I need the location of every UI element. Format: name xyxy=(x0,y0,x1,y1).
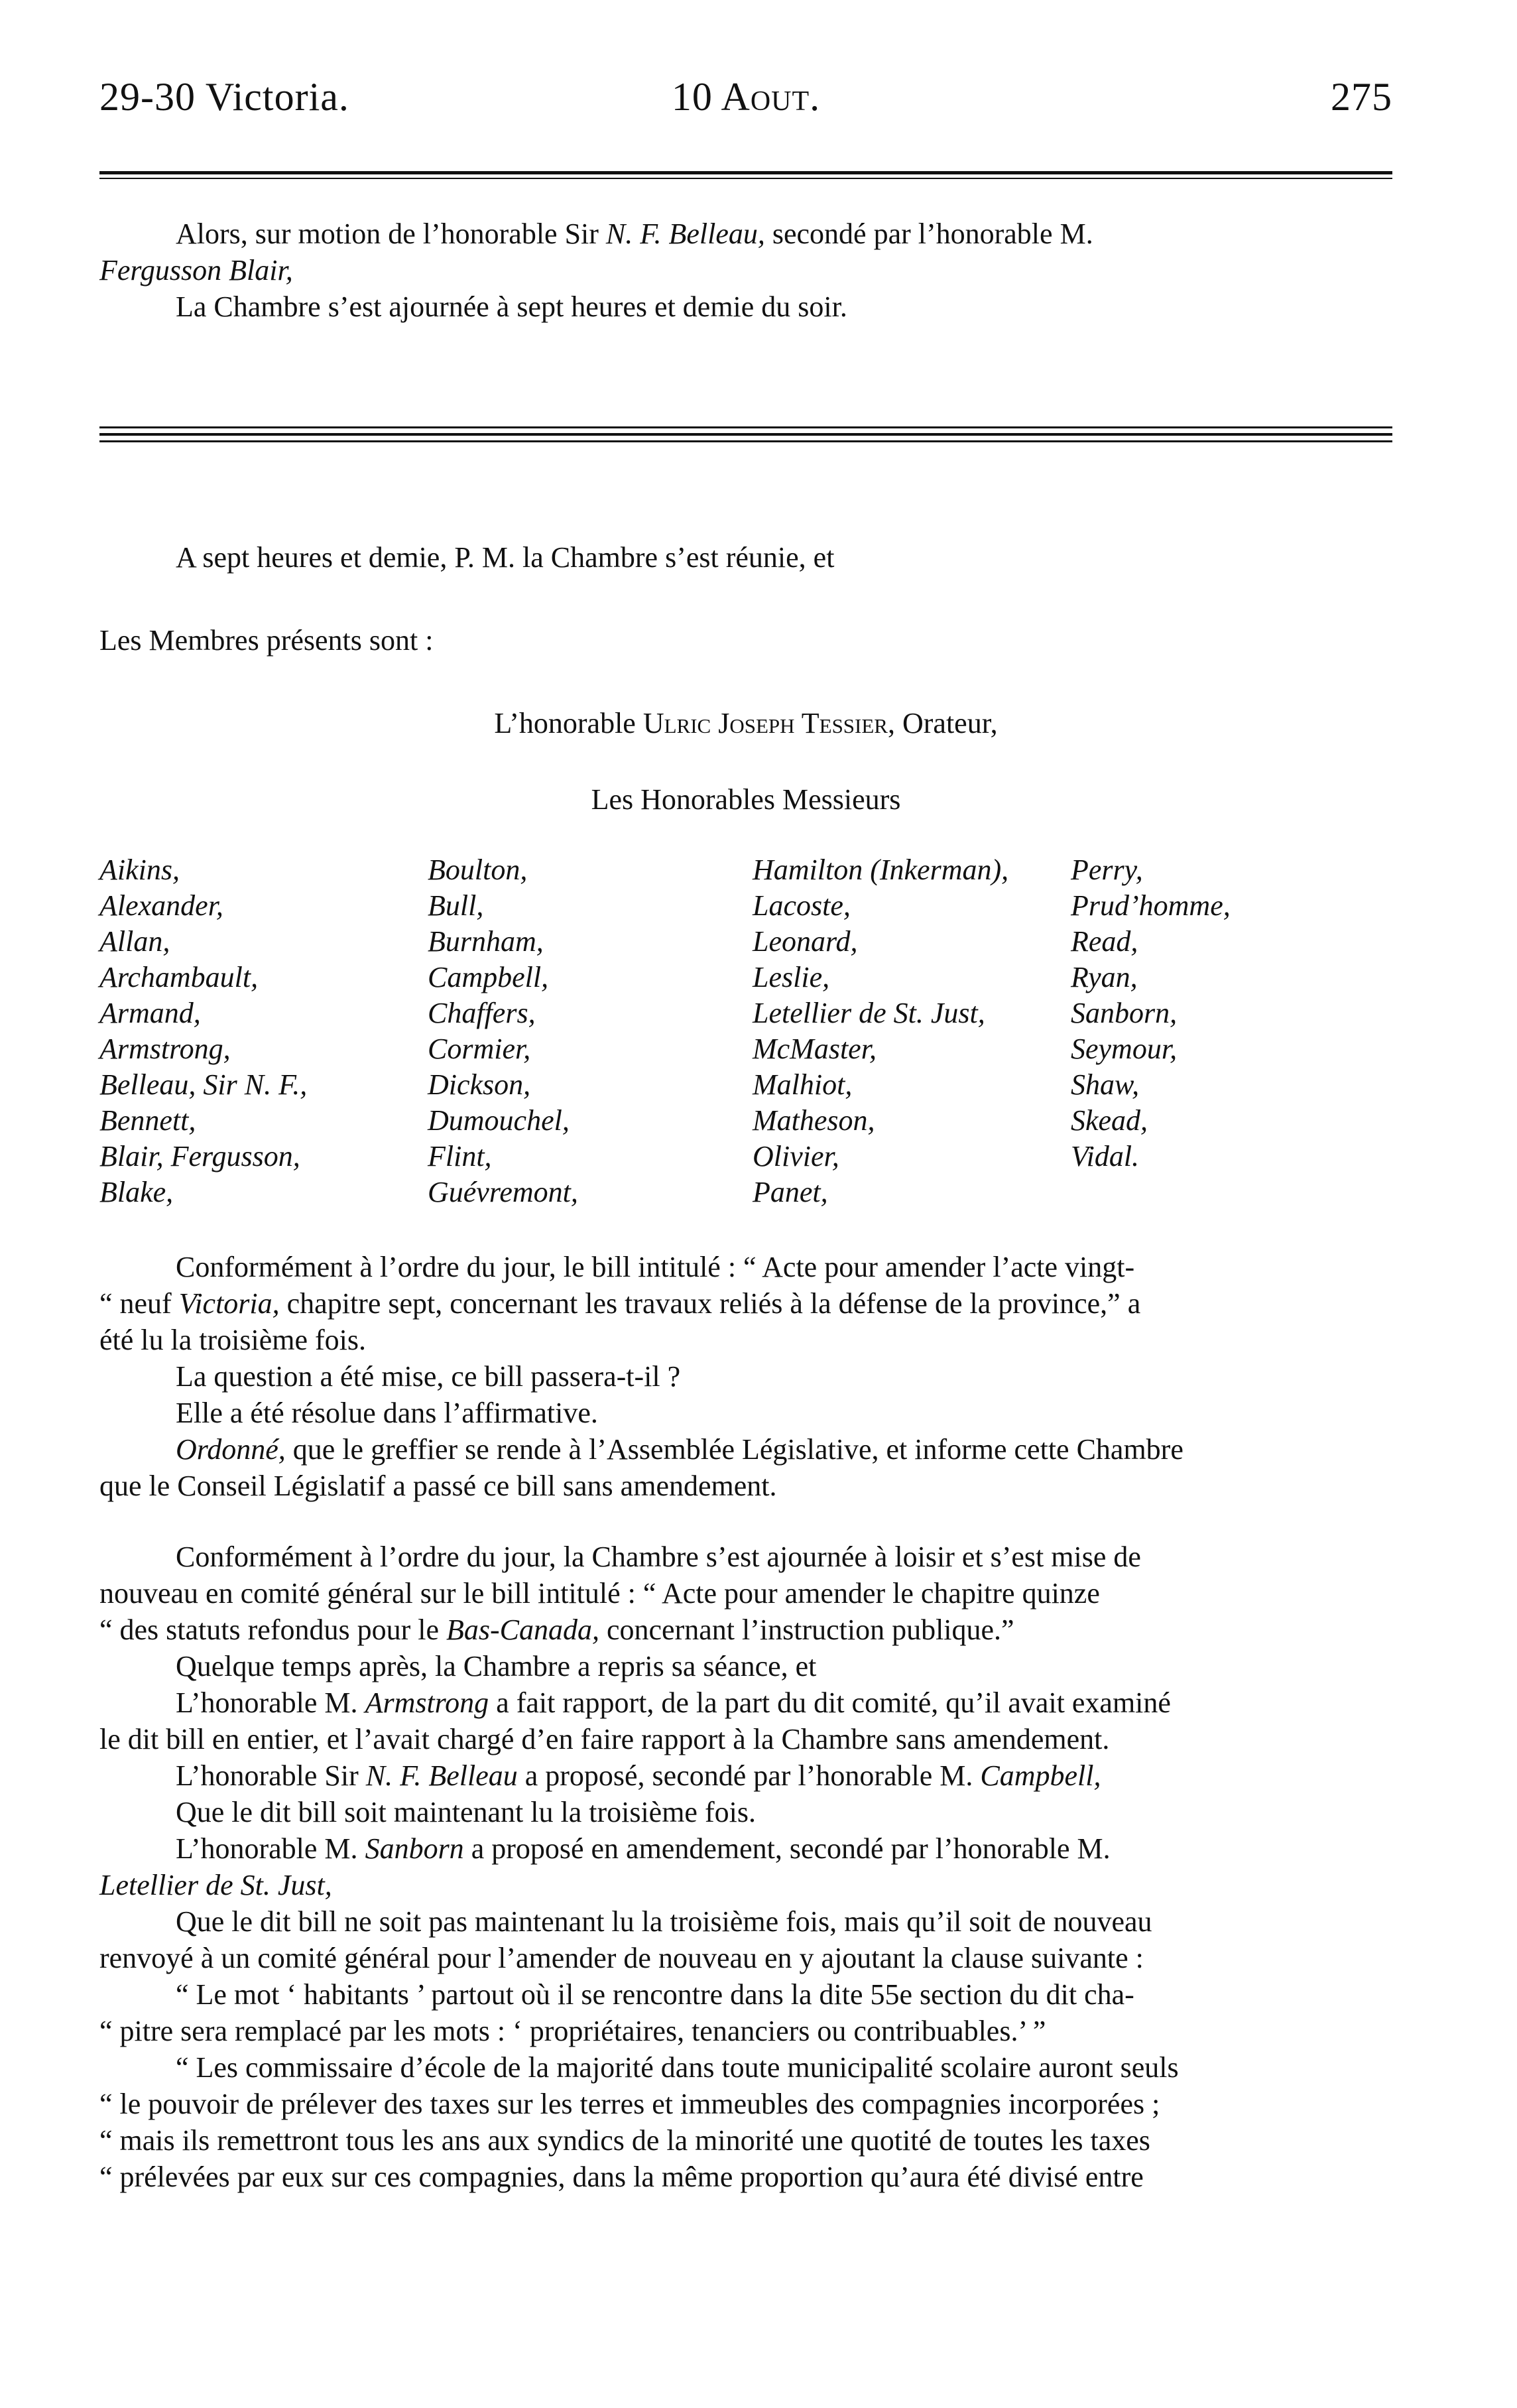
bill2-line: nouveau en comité général sur le bill intitulé : “ Acte pour amender le chapitre quinze xyxy=(99,1577,1100,1610)
member-name: Chaffers, xyxy=(428,997,536,1029)
opening-paragraph xyxy=(99,216,1392,325)
reunion-line xyxy=(99,539,1392,576)
member-name: Armand, xyxy=(99,997,201,1029)
member-name: Letellier de St. Just, xyxy=(753,997,985,1029)
bill2-line: “ Les commissaire d’école de la majorité dans toute municipalité scolaire auront seuls xyxy=(176,2051,1179,2084)
bill2-line: “ Le mot ‘ habitants ’ partout où il se rencontre dans la dite 55e section du dit cha- xyxy=(176,1978,1134,2011)
bill2-line: “ des statuts refondus pour le Bas-Canada, concernant l’instruction publique.” xyxy=(99,1614,1014,1646)
bill2-line: “ prélevées par eux sur ces compagnies, dans la même proportion qu’aura été divisé entre xyxy=(99,2161,1144,2193)
bill2-line: Quelque temps après, la Chambre a repris sa séance, et xyxy=(176,1650,817,1682)
bill2-line: Que le dit bill ne soit pas maintenant lu la troisième fois, mais qu’il soit de nouveau xyxy=(176,1905,1152,1938)
member-name: Dumouchel, xyxy=(428,1104,570,1137)
member-name: Skead, xyxy=(1071,1104,1148,1137)
member-name: Bull, xyxy=(428,889,484,922)
member-name: Panet, xyxy=(753,1176,828,1208)
member-name: Read, xyxy=(1071,925,1138,958)
bill2-line: L’honorable M. Armstrong a fait rapport, de la part du dit comité, qu’il avait examiné xyxy=(176,1686,1171,1719)
member-name: Leonard, xyxy=(753,925,858,958)
member-name: Boulton, xyxy=(428,854,528,886)
bill2-line: “ le pouvoir de prélever des taxes sur les terres et immeubles des compagnies incorporées ; xyxy=(99,2088,1160,2120)
speaker-name: Ulric Joseph Tessier, xyxy=(642,707,895,739)
member-name: Vidal. xyxy=(1071,1140,1140,1172)
member-name: Malhiot, xyxy=(753,1068,853,1101)
bill2-line: L’honorable M. Sanborn a proposé en amendement, secondé par l’honorable M. xyxy=(176,1832,1111,1865)
member-name: Blair, Fergusson, xyxy=(99,1140,300,1172)
member-name: Lacoste, xyxy=(753,889,851,922)
honorables-heading: Les Honorables Messieurs xyxy=(591,783,901,816)
bill-education-paragraph xyxy=(99,1539,1392,2195)
member-name: Perry, xyxy=(1071,854,1143,886)
member-name: Dickson, xyxy=(428,1068,531,1101)
opening-text-a: Alors, sur motion de l’honorable Sir xyxy=(176,218,606,250)
opening-mover: N. F. Belleau, xyxy=(605,218,765,250)
resolution-line: Elle a été résolue dans l’affirmative. xyxy=(176,1397,598,1429)
header-rule xyxy=(99,171,1392,182)
member-name: Aikins, xyxy=(99,854,180,886)
member-name: Flint, xyxy=(428,1140,492,1172)
member-name: Archambault, xyxy=(99,961,259,993)
member-name: Olivier, xyxy=(753,1140,839,1172)
bill-defense-paragraph xyxy=(99,1249,1392,1504)
header-session: 29-30 Victoria. xyxy=(99,75,349,119)
bill2-line: Conformément à l’ordre du jour, la Chambre s’est ajournée à loisir et s’est mise de xyxy=(176,1541,1141,1573)
speaker-line xyxy=(99,705,1392,741)
opening-text-b: secondé par l’honorable M. xyxy=(764,218,1093,250)
reunion-text: A sept heures et demie, P. M. la Chambre s’est réunie, et xyxy=(176,541,835,574)
opening-seconder: Fergusson Blair, xyxy=(99,254,293,286)
bill2-line: Letellier de St. Just, xyxy=(99,1869,332,1901)
order-line: Ordonné, que le greffier se rende à l’Assemblée Législative, et informe cette Chambre xyxy=(176,1433,1183,1466)
bill1-line: été lu la troisième fois. xyxy=(99,1324,366,1356)
member-name: Guévremont, xyxy=(428,1176,578,1208)
section-divider xyxy=(99,426,1392,444)
bill1-line: “ neuf Victoria, chapitre sept, concernant les travaux reliés à la défense de la province,” a xyxy=(99,1287,1141,1320)
bill1-line: Conformément à l’ordre du jour, le bill intitulé : “ Acte pour amender l’acte vingt- xyxy=(176,1251,1135,1283)
page-number: 275 xyxy=(1331,75,1392,119)
member-name: Campbell, xyxy=(428,961,549,993)
present-line xyxy=(99,622,1392,659)
member-name: Alexander, xyxy=(99,889,223,922)
bill2-line: “ pitre sera remplacé par les mots : ‘ propriétaires, tenanciers ou contribuables.’ ” xyxy=(99,2015,1046,2047)
bill2-line: L’honorable Sir N. F. Belleau a proposé, secondé par l’honorable M. Campbell, xyxy=(176,1759,1101,1792)
bill2-line: renvoyé à un comité général pour l’amender de nouveau en y ajoutant la clause suivante : xyxy=(99,1942,1144,1974)
member-name: Ryan, xyxy=(1071,961,1138,993)
member-name: Matheson, xyxy=(753,1104,875,1137)
member-name: Belleau, Sir N. F., xyxy=(99,1068,308,1101)
running-head xyxy=(99,74,1392,141)
member-name: Leslie, xyxy=(753,961,830,993)
members-column-1 xyxy=(99,852,307,1210)
bill2-line: Que le dit bill soit maintenant lu la troisième fois. xyxy=(176,1796,756,1828)
member-name: Blake, xyxy=(99,1176,174,1208)
member-name: McMaster, xyxy=(753,1033,877,1065)
member-name: Bennett, xyxy=(99,1104,196,1137)
adjournment-line: La Chambre s’est ajournée à sept heures et demie du soir. xyxy=(176,290,847,323)
order-line: que le Conseil Législatif a passé ce bill sans amendement. xyxy=(99,1470,777,1502)
member-name: Shaw, xyxy=(1071,1068,1140,1101)
members-column-3 xyxy=(753,852,1008,1210)
bill2-line: “ mais ils remettront tous les ans aux syndics de la minorité une quotité de toutes les taxes xyxy=(99,2124,1150,2157)
member-name: Prud’homme, xyxy=(1071,889,1231,922)
member-name: Allan, xyxy=(99,925,170,958)
members-column-4 xyxy=(1071,852,1231,1174)
bill2-line: le dit bill en entier, et l’avait chargé d’en faire rapport à la Chambre sans amendement. xyxy=(99,1723,1110,1755)
header-date: 10 Aout. xyxy=(671,75,821,119)
member-name: Seymour, xyxy=(1071,1033,1178,1065)
member-name: Hamilton (Inkerman), xyxy=(753,854,1009,886)
member-name: Armstrong, xyxy=(99,1033,231,1065)
member-name: Burnham, xyxy=(428,925,544,958)
present-text: Les Membres présents sont : xyxy=(99,624,434,657)
members-column-2 xyxy=(428,852,578,1210)
speaker-prefix: L’honorable xyxy=(494,707,643,739)
question-line: La question a été mise, ce bill passera-t-il ? xyxy=(176,1360,681,1393)
member-name: Sanborn, xyxy=(1071,997,1178,1029)
member-name: Cormier, xyxy=(428,1033,531,1065)
speaker-suffix: Orateur, xyxy=(894,707,998,739)
